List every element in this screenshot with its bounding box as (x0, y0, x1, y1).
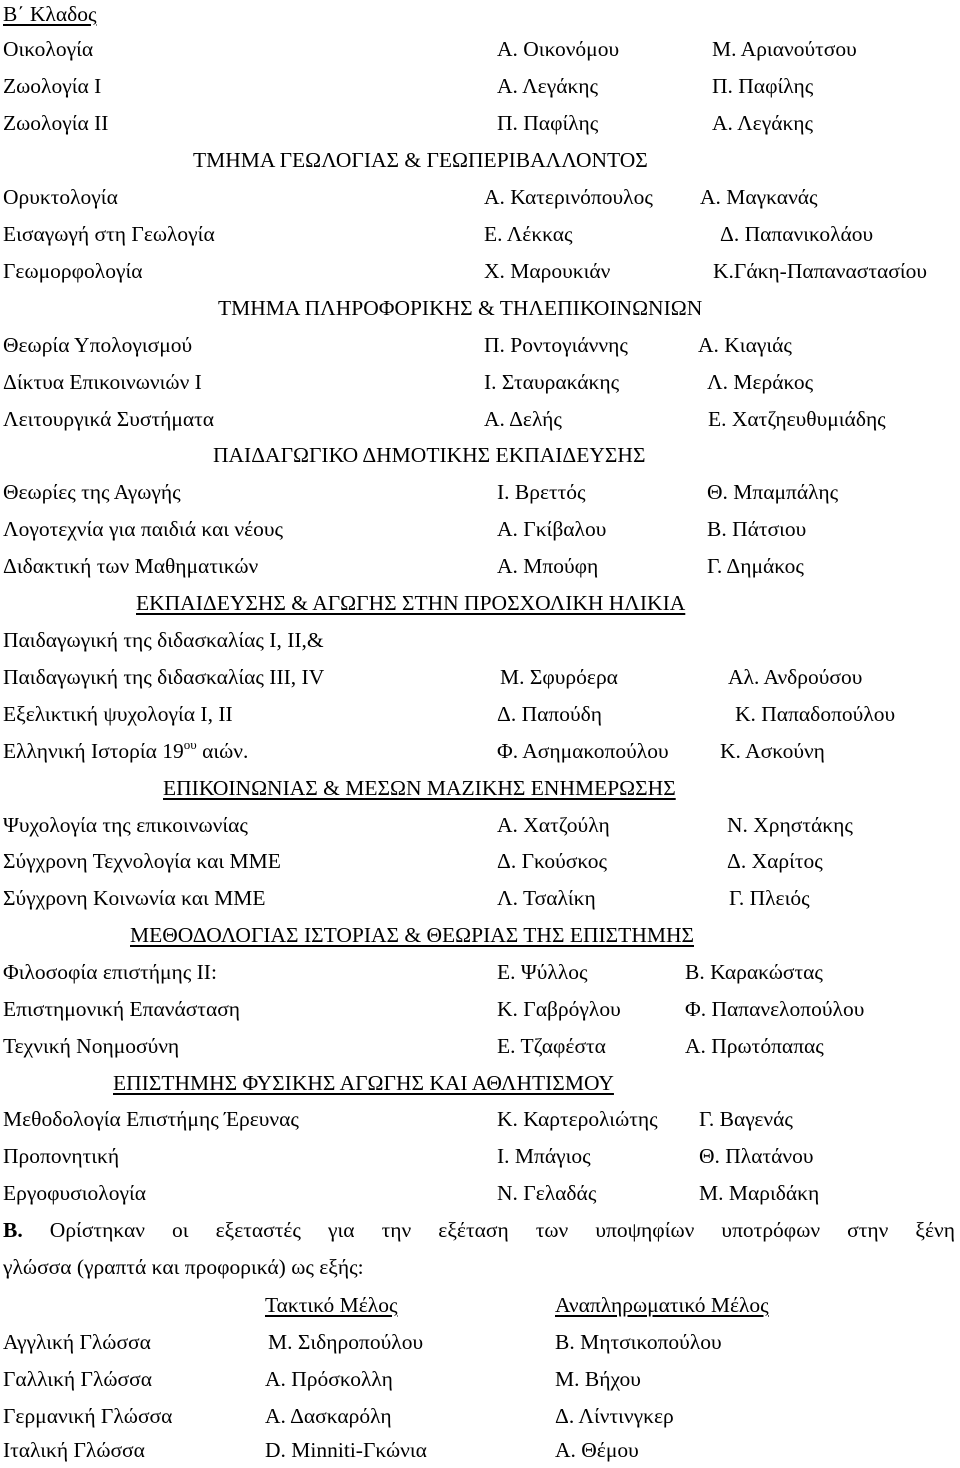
department-heading-line (0, 437, 960, 473)
regular-member: Α. Λεγάκης (497, 74, 599, 98)
regular-member: Π. Παφίλης (497, 111, 599, 135)
substitute-member: Ν. Χρηστάκης (727, 813, 853, 837)
course-name: Επιστημονική Επανάσταση (3, 997, 241, 1021)
course-name: Θεωρίες της Αγωγής (3, 480, 181, 504)
course-row (0, 1138, 960, 1174)
substitute-member: Κ.Γάκη-Παπαναστασίου (713, 259, 927, 283)
course-name: Θεωρία Υπολογισμού (3, 333, 193, 357)
language-row (0, 1324, 960, 1360)
course-row (0, 880, 960, 916)
substitute-member: Β. Πάτσιου (707, 517, 807, 541)
course-name: Ορυκτολογία (3, 185, 118, 209)
language-name: Γερμανική Γλώσσα (3, 1404, 173, 1428)
course-name: Ζωολογία Ι (3, 74, 102, 98)
department-heading: ΕΠΙΚΟΙΝΩΝΙΑΣ & ΜΕΣΩΝ ΜΑΖΙΚΗΣ ΕΝΗΜΕΡΩΣΗΣ (163, 776, 676, 800)
regular-member-header: Τακτικό Μέλος (265, 1293, 398, 1317)
department-heading-line (0, 585, 960, 621)
section-b-text: Ορίστηκαν οι εξεταστές για την εξέταση των υποψηφίων υποτρόφων στην ξένη (49, 1218, 956, 1242)
substitute-member: Α. Θέμου (555, 1438, 639, 1462)
substitute-member: Μ. Αριανούτσου (712, 37, 857, 61)
substitute-member: Θ. Πλατάνου (699, 1144, 814, 1168)
course-row (0, 659, 960, 695)
language-name: Αγγλική Γλώσσα (3, 1330, 151, 1354)
course-row (0, 548, 960, 584)
regular-member: Α. Μπούφη (497, 554, 599, 578)
department-heading: ΕΚΠΑΙΔΕΥΣΗΣ & ΑΓΩΓΗΣ ΣΤΗΝ ΠΡΟΣΧΟΛΙΚΗ ΗΛΙΚΙΑ (136, 591, 686, 615)
course-row (0, 954, 960, 990)
substitute-member: Γ. Δημάκος (707, 554, 804, 578)
course-name: Λογοτεχνία για παιδιά και νέους (3, 517, 284, 541)
regular-member: Φ. Ασημακοπούλου (497, 739, 669, 763)
section-b-label: Β. (3, 1218, 23, 1242)
section-b-paragraph-line1 (3, 1212, 955, 1248)
regular-member: Μ. Σιδηροπούλου (268, 1330, 424, 1354)
course-name: Φιλοσοφία επιστήμης ΙΙ: (3, 960, 217, 984)
course-name: Εισαγωγή στη Γεωλογία (3, 222, 215, 246)
regular-member: Δ. Παπούδη (497, 702, 602, 726)
course-name: Παιδαγωγική της διδασκαλίας Ι, ΙΙ,& (3, 628, 324, 652)
substitute-member: Δ. Παπανικολάου (720, 222, 874, 246)
regular-member: Ι. Μπάγιος (497, 1144, 591, 1168)
substitute-member: Φ. Παπανελοπούλου (685, 997, 865, 1021)
language-row (0, 1432, 960, 1468)
course-row (0, 991, 960, 1027)
course-row (0, 179, 960, 215)
course-name: Λειτουργικά Συστήματα (3, 407, 215, 431)
regular-member: Ν. Γελαδάς (497, 1181, 597, 1205)
course-row (0, 1028, 960, 1064)
substitute-member: Γ. Πλειός (729, 886, 810, 910)
course-name: Οικολογία (3, 37, 94, 61)
course-row (0, 253, 960, 289)
course-name: Δίκτυα Επικοινωνιών Ι (3, 370, 202, 394)
regular-member: Α. Δασκαρόλη (265, 1404, 392, 1428)
regular-member: Α. Δελής (484, 407, 562, 431)
branch-title: Β΄ Κλαδος (3, 2, 97, 26)
regular-member: Μ. Σφυρόερα (500, 665, 618, 689)
substitute-member: Ε. Χατζηευθυμιάδης (708, 407, 886, 431)
course-name: Παιδαγωγική της διδασκαλίας ΙΙΙ, ΙV (3, 665, 325, 689)
course-name: Διδακτική των Μαθηματικών (3, 554, 259, 578)
regular-member: Α. Πρόσκολλη (265, 1367, 393, 1391)
branch-title-line (0, 0, 960, 32)
department-heading: ΤΜΗΜΑ ΠΛΗΡΟΦΟΡΙΚΗΣ & ΤΗΛΕΠΙΚΟΙΝΩΝΙΩΝ (218, 296, 703, 320)
language-row (0, 1361, 960, 1397)
course-row (0, 733, 960, 769)
substitute-member-header: Αναπληρωματικό Μέλος (555, 1293, 769, 1317)
substitute-member: Δ. Λίντινγκερ (555, 1404, 674, 1428)
substitute-member: Α. Λεγάκης (712, 111, 814, 135)
course-row (0, 105, 960, 141)
substitute-member: Αλ. Ανδρούσου (728, 665, 863, 689)
course-row (0, 1175, 960, 1211)
substitute-member: Β. Μητσικοπούλου (555, 1330, 722, 1354)
course-row (0, 807, 960, 843)
course-name: Προπονητική (3, 1144, 120, 1168)
regular-member: Ε. Λέκκας (484, 222, 573, 246)
substitute-member: Α. Μαγκανάς (700, 185, 818, 209)
course-row (0, 1101, 960, 1137)
course-row (0, 401, 960, 437)
regular-member: Α. Χατζούλη (497, 813, 610, 837)
regular-member: Α. Γκίβαλου (497, 517, 607, 541)
substitute-member: Β. Καρακώστας (685, 960, 823, 984)
course-name: Ζωολογία ΙΙ (3, 111, 109, 135)
department-heading-line (0, 1065, 960, 1101)
language-row (0, 1398, 960, 1434)
regular-member: Δ. Γκούσκος (497, 849, 607, 873)
course-row (0, 216, 960, 252)
course-name: Εργοφυσιολογία (3, 1181, 147, 1205)
language-header-row (0, 1287, 960, 1323)
course-name: Τεχνική Νοημοσύνη (3, 1034, 180, 1058)
substitute-member: Κ. Ασκούνη (720, 739, 825, 763)
course-row (0, 511, 960, 547)
substitute-member: Κ. Παπαδοπούλου (735, 702, 896, 726)
department-heading: ΜΕΘΟΔΟΛΟΓΙΑΣ ΙΣΤΟΡΙΑΣ & ΘΕΩΡΙΑΣ ΤΗΣ ΕΠΙΣΤΗΜΗΣ (130, 923, 694, 947)
department-heading-line (0, 290, 960, 326)
course-name: Ψυχολογία της επικοινωνίας (3, 813, 248, 837)
substitute-member: Γ. Βαγενάς (699, 1107, 793, 1131)
department-heading: ΕΠΙΣΤΗΜΗΣ ΦΥΣΙΚΗΣ ΑΓΩΓΗΣ ΚΑΙ ΑΘΛΗΤΙΣΜΟΥ (113, 1071, 614, 1095)
regular-member: Α. Οικονόμου (497, 37, 620, 61)
course-row (0, 327, 960, 363)
course-name: Εξελικτική ψυχολογία Ι, ΙΙ (3, 702, 233, 726)
course-name: Ελληνική Ιστορία $19^{o\upsilon}$ αιών. (3, 737, 249, 763)
regular-member: D. Minniti-Γκώνια (265, 1438, 427, 1462)
course-row (0, 474, 960, 510)
regular-member: Ι. Βρεττός (497, 480, 586, 504)
course-name: Σύγχρονη Κοινωνία και ΜΜΕ (3, 886, 266, 910)
course-name: Γεωμορφολογία (3, 259, 143, 283)
substitute-member: Α. Πρωτόπαπας (685, 1034, 824, 1058)
department-heading-line (0, 142, 960, 178)
language-name: Ιταλική Γλώσσα (3, 1438, 145, 1462)
department-heading-line (0, 770, 960, 806)
department-heading: ΤΜΗΜΑ ΓΕΩΛΟΓΙΑΣ & ΓΕΩΠΕΡΙΒΑΛΛΟΝΤΟΣ (193, 148, 648, 172)
department-heading: ΠΑΙΔΑΓΩΓΙΚΟ ΔΗΜΟΤΙΚΗΣ ΕΚΠΑΙΔΕΥΣΗΣ (213, 443, 646, 467)
department-heading-line (0, 917, 960, 953)
section-b-paragraph-line2: γλώσσα (γραπτά και προφορικά) ως εξής: (3, 1255, 364, 1279)
course-row (0, 622, 960, 658)
course-row (0, 364, 960, 400)
course-row (0, 31, 960, 67)
course-row (0, 843, 960, 879)
regular-member: Π. Ροντογιάννης (484, 333, 628, 357)
course-name: Σύγχρονη Τεχνολογία και ΜΜΕ (3, 849, 281, 873)
substitute-member: Θ. Μπαμπάλης (707, 480, 839, 504)
regular-member: Ι. Σταυρακάκης (484, 370, 620, 394)
regular-member: Κ. Καρτερολιώτης (497, 1107, 658, 1131)
course-name: Μεθοδολογία Επιστήμης Έρευνας (3, 1107, 299, 1131)
regular-member: Λ. Τσαλίκη (497, 886, 596, 910)
substitute-member: Μ. Βήχου (555, 1367, 641, 1391)
regular-member: Ε. Τζαφέστα (497, 1034, 606, 1058)
regular-member: Ε. Ψύλλος (497, 960, 588, 984)
substitute-member: Π. Παφίλης (712, 74, 814, 98)
substitute-member: Λ. Μεράκος (707, 370, 814, 394)
substitute-member: Α. Κιαγιάς (698, 333, 792, 357)
regular-member: Α. Κατερινόπουλος (484, 185, 653, 209)
regular-member: Κ. Γαβρόγλου (497, 997, 621, 1021)
course-row (0, 696, 960, 732)
language-name: Γαλλική Γλώσσα (3, 1367, 152, 1391)
regular-member: Χ. Μαρουκιάν (484, 259, 611, 283)
substitute-member: Δ. Χαρίτος (727, 849, 823, 873)
course-row (0, 68, 960, 104)
substitute-member: Μ. Μαριδάκη (699, 1181, 820, 1205)
